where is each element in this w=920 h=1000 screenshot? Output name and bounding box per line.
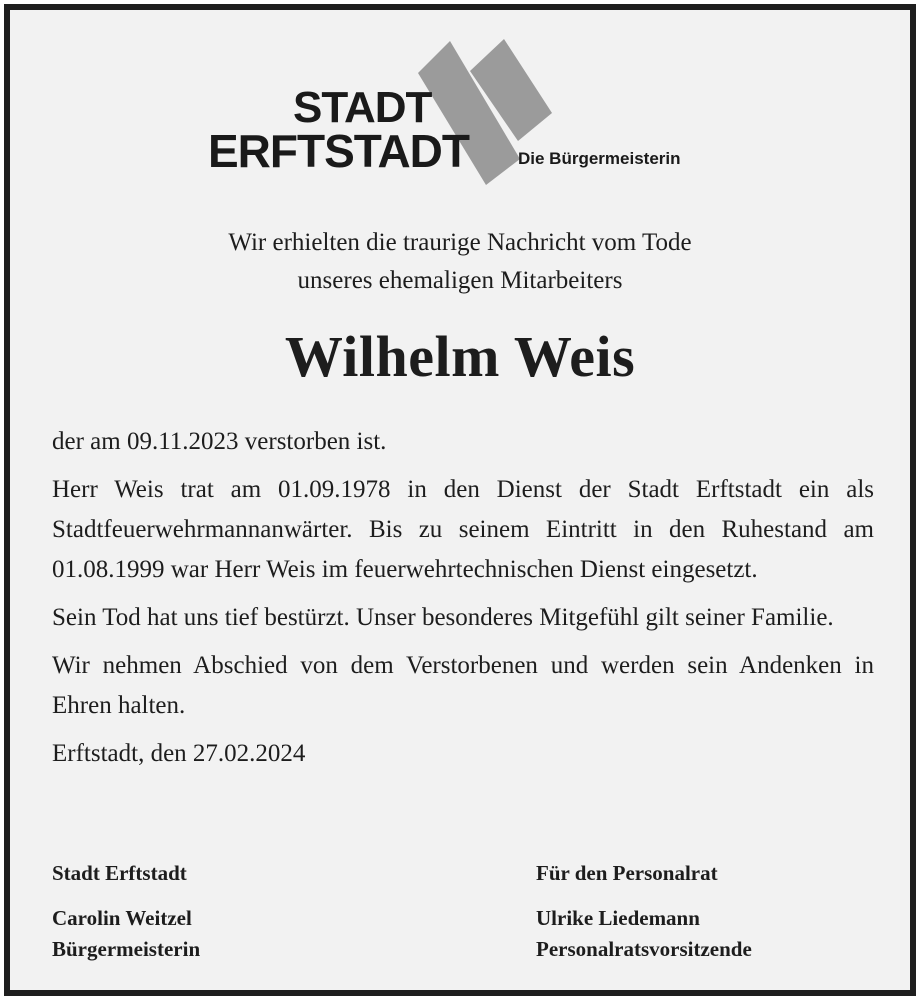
paragraph-career: Herr Weis trat am 01.09.1978 in den Dienst der Stadt Erftstadt ein als Stadtfeuerwehrmannanwärter. Bis zu seinem Eintritt in den Ruhestand am 01.08.1999 war Herr Weis im feuerwehrtechnischen Dienst eingesetzt. [52, 476, 874, 583]
deceased-name: Wilhelm Weis [284, 324, 636, 389]
place-and-date: Erftstadt, den 27.02.2024 [52, 740, 306, 767]
intro-line-1: Wir erhielten die traurige Nachricht vom Tode [228, 229, 692, 256]
signature-organization: Für den Personalrat [536, 861, 718, 885]
signature-name: Ulrike Liedemann [536, 906, 700, 930]
stadt-erftstadt-logo [10, 10, 910, 200]
notice-border [4, 4, 916, 996]
obituary-notice [10, 10, 910, 990]
signature-city [52, 858, 200, 965]
paragraph-death-date: der am 09.11.2023 verstorben ist. [52, 428, 387, 455]
paragraph-condolence: Sein Tod hat uns tief bestürzt. Unser besonderes Mitgefühl gilt seiner Familie. [52, 604, 834, 631]
signature-role: Personalratsvorsitzende [536, 937, 752, 961]
intro-line-2: unseres ehemaligen Mitarbeiters [297, 267, 623, 294]
logo-text-stadt: STADT [293, 83, 432, 132]
signature-name: Carolin Weitzel [52, 906, 192, 930]
logo-subtitle: Die Bürgermeisterin [518, 149, 681, 168]
intro-text [10, 224, 910, 300]
paragraph-farewell: Wir nehmen Abschied von dem Verstorbenen und werden sein Andenken in Ehren halten. [52, 652, 874, 719]
signature-role: Bürgermeisterin [52, 937, 201, 961]
signature-organization: Stadt Erftstadt [52, 861, 187, 885]
notice-body [52, 422, 874, 782]
signature-staff-council [536, 858, 752, 965]
logo-text-erftstadt: ERFTSTADT [208, 125, 470, 177]
